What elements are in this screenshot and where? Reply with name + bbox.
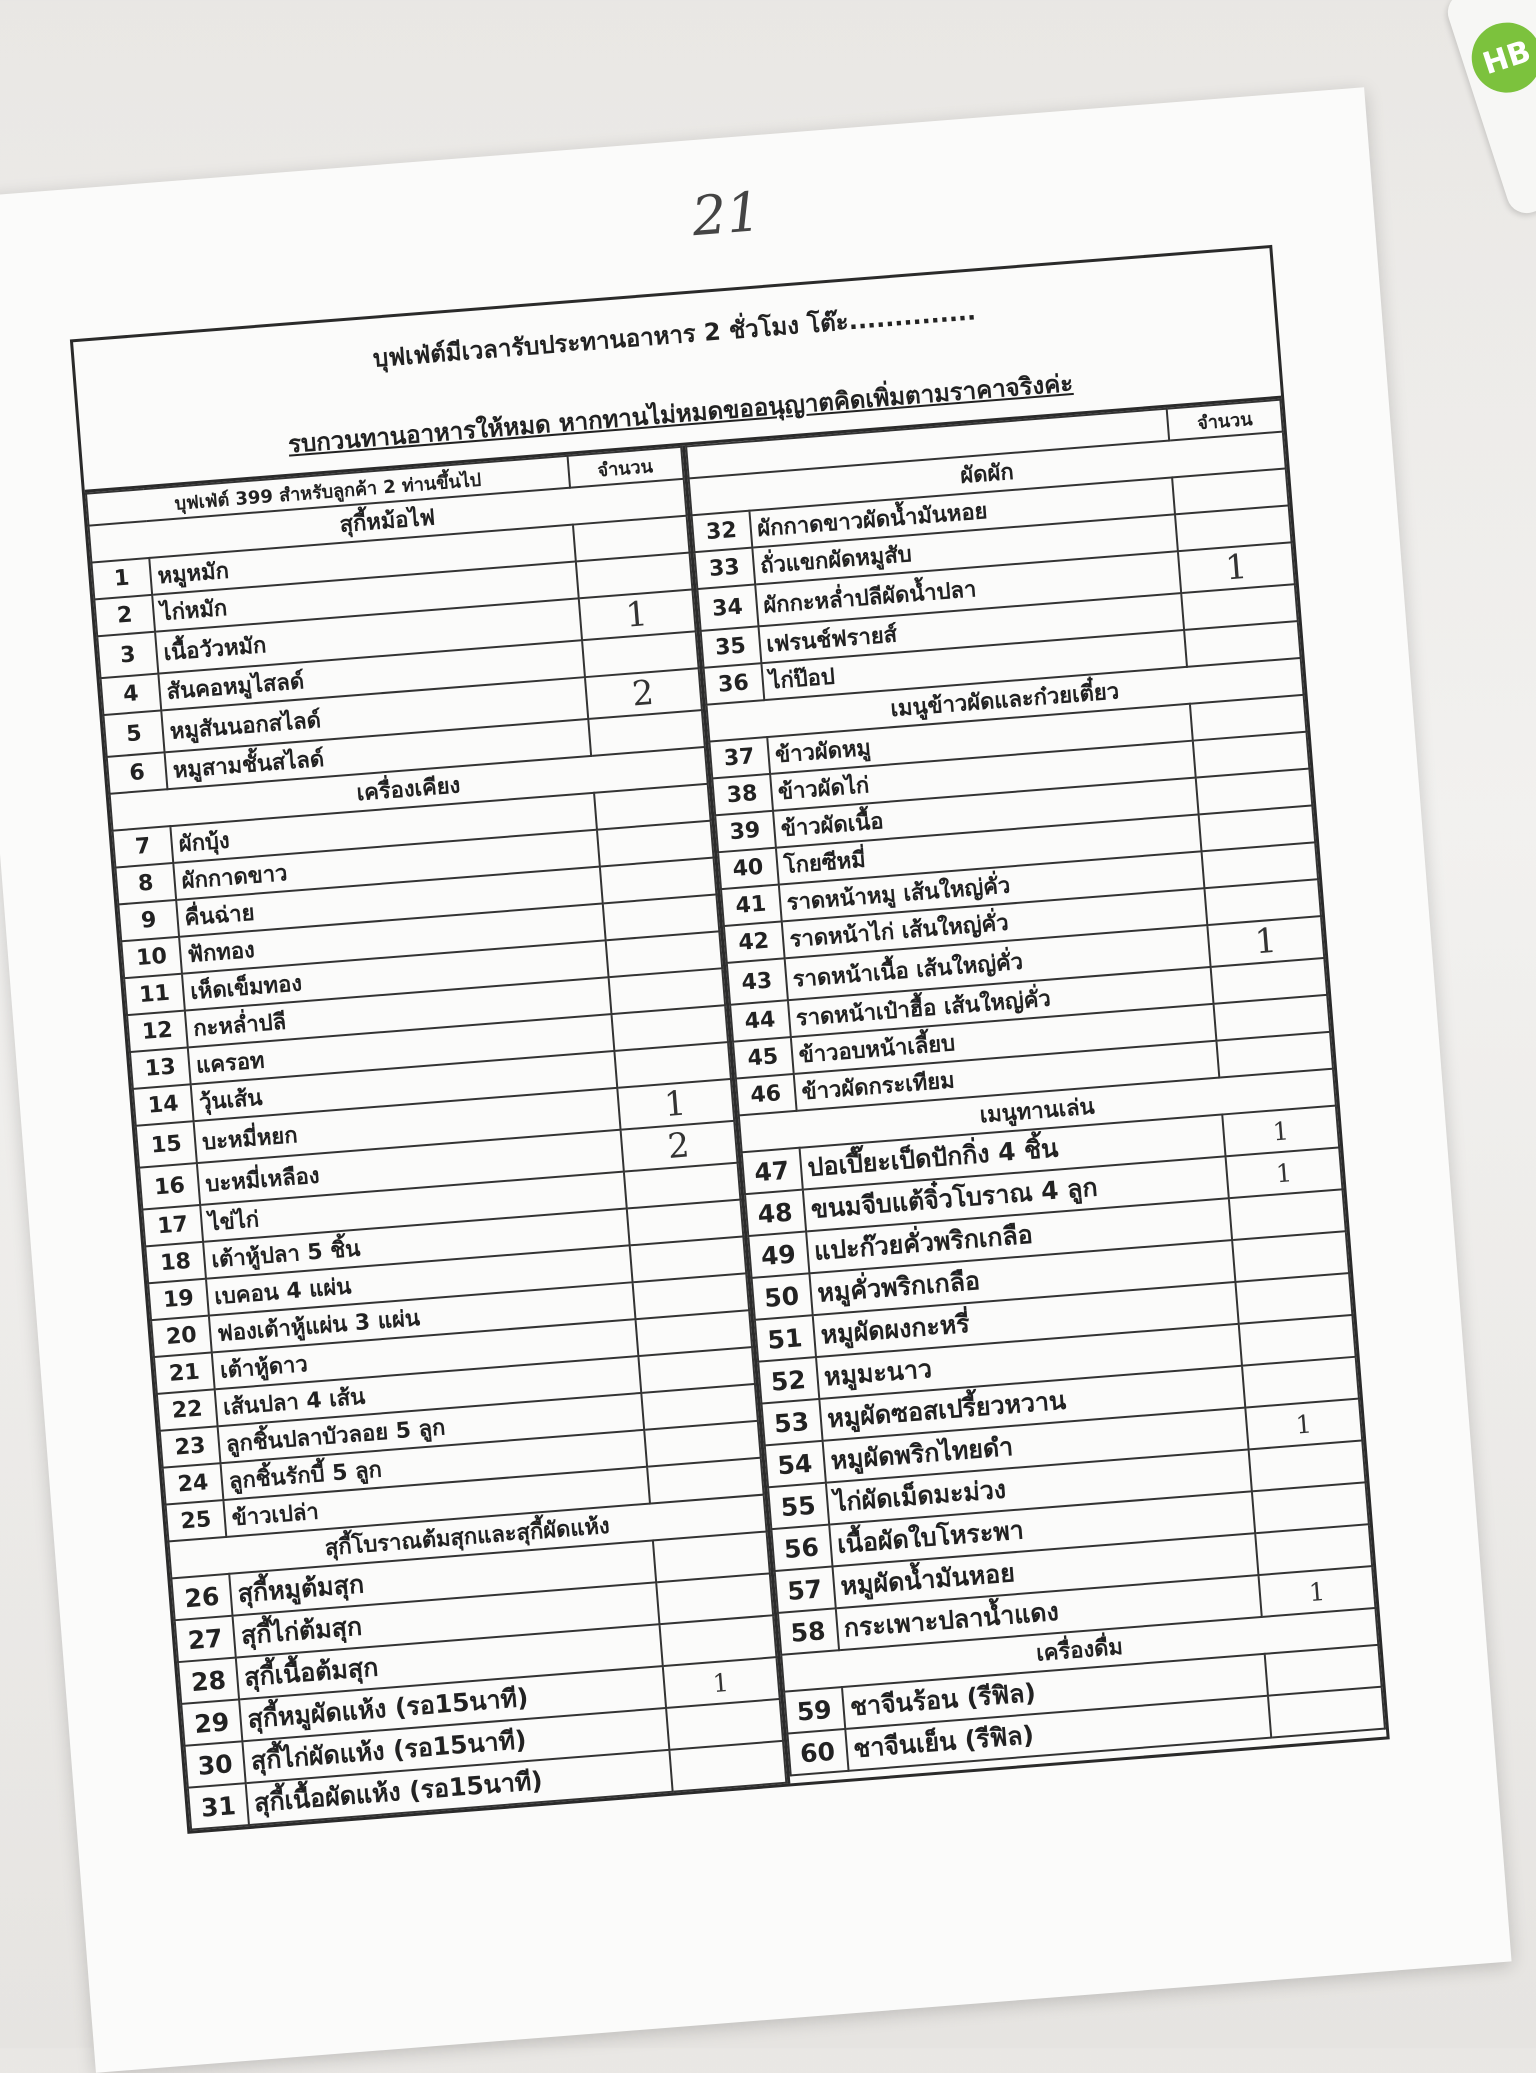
item-name: หมูผัดผงกะหรี่ bbox=[812, 1282, 1238, 1357]
item-name: ไก่ป๊อป bbox=[761, 630, 1187, 700]
item-name: สุกี้ไก่ต้มสุก bbox=[232, 1582, 658, 1657]
item-number: 40 bbox=[718, 848, 779, 889]
item-number: 37 bbox=[709, 737, 770, 778]
item-number: 16 bbox=[139, 1163, 200, 1209]
item-number: 19 bbox=[148, 1279, 209, 1320]
item-number: 56 bbox=[771, 1525, 832, 1571]
section-title: เครื่องเคียง bbox=[110, 747, 708, 831]
item-name: เบคอน 4 แผ่น bbox=[206, 1245, 632, 1315]
item-name: คื่นฉ่าย bbox=[176, 867, 602, 937]
item-number: 28 bbox=[178, 1658, 239, 1704]
item-name: ผักบุ้ง bbox=[170, 793, 596, 863]
item-name: หมูหมัก bbox=[149, 525, 575, 595]
item-name: แครอท bbox=[188, 1014, 614, 1084]
section-title: เครื่องดื่ม bbox=[781, 1608, 1379, 1692]
item-name: สุกี้เนื้อต้มสุก bbox=[236, 1624, 662, 1699]
item-number: 33 bbox=[694, 548, 755, 589]
item-number: 25 bbox=[166, 1500, 227, 1541]
item-name: เนื้อวัวหมัก bbox=[155, 598, 581, 673]
item-number: 29 bbox=[181, 1699, 242, 1745]
item-number: 27 bbox=[175, 1616, 236, 1662]
item-number: 49 bbox=[748, 1232, 809, 1278]
item-number: 53 bbox=[761, 1399, 822, 1445]
item-number: 3 bbox=[97, 632, 158, 678]
item-name: ราดหน้าไก่ เส้นใหญ่คั่ว bbox=[781, 888, 1207, 958]
item-number: 47 bbox=[741, 1148, 802, 1194]
item-name: ข้าวผัดไก่ bbox=[770, 741, 1196, 811]
section-title: สุกี้โบราณต้มสุกและสุกี้ผัดแห้ง bbox=[168, 1495, 766, 1579]
item-name: ชาจีนเย็น (รีฟิล) bbox=[845, 1696, 1271, 1771]
item-name: หมูผัดพริกไทยดำ bbox=[822, 1408, 1248, 1483]
item-number: 5 bbox=[103, 710, 164, 756]
item-name: สุกี้หมูต้มสุก bbox=[229, 1541, 655, 1616]
item-number: 8 bbox=[115, 863, 176, 904]
item-name: ผักกาดขาว bbox=[173, 830, 599, 900]
item-name: บะหมี่หยก bbox=[194, 1088, 620, 1163]
item-name: สุกี้ไก่ผัดแห้ง (รอ15นาที) bbox=[242, 1708, 668, 1783]
buffet-label: บุฟเฟ่ต์ 399 สำหรับลูกค้า 2 ท่านขึ้นไป bbox=[86, 456, 570, 526]
item-name: ไก่หมัก bbox=[152, 562, 578, 632]
item-number: 57 bbox=[774, 1566, 835, 1612]
item-number: 4 bbox=[101, 674, 162, 715]
item-number: 39 bbox=[715, 811, 776, 852]
item-name: หมูมะนาว bbox=[816, 1324, 1242, 1399]
item-number: 48 bbox=[745, 1190, 806, 1236]
item-qty[interactable]: 1 bbox=[1258, 1566, 1375, 1617]
item-number: 44 bbox=[730, 1000, 791, 1041]
qty-header: จำนวน bbox=[567, 447, 683, 488]
item-number: 60 bbox=[787, 1729, 848, 1775]
item-name: สันคอหมูไสลด์ bbox=[158, 640, 584, 710]
item-name: วุ้นเส้น bbox=[191, 1051, 617, 1121]
left-menu-table bbox=[85, 446, 787, 1831]
time-limit-notice: บุฟเฟ่ต์มีเวลารับประทานอาหาร 2 ชั่วโมง โต๊ะ.............. bbox=[371, 297, 977, 373]
item-name: ข้าวผัดเนื้อ bbox=[773, 778, 1199, 848]
item-number: 31 bbox=[188, 1783, 249, 1829]
item-name: ลูกชิ้นรักบี้ 5 ลูก bbox=[220, 1430, 646, 1500]
item-number: 59 bbox=[784, 1687, 845, 1733]
item-number: 24 bbox=[163, 1463, 224, 1504]
marker-pen bbox=[1443, 0, 1536, 218]
item-qty[interactable] bbox=[1268, 1687, 1385, 1738]
item-name: กระเพาะปลาน้ำแดง bbox=[835, 1575, 1261, 1650]
item-number: 15 bbox=[136, 1121, 197, 1167]
leftover-notice: รบกวนทานอาหารให้หมด หากทานไม่หมดขออนุญาตคิดเพิ่มตามราคาจริงค่ะ bbox=[287, 368, 1075, 459]
item-number: 42 bbox=[723, 921, 784, 962]
item-name: หมูสันนอกสไลด์ bbox=[161, 677, 587, 752]
item-qty[interactable]: 1 bbox=[1245, 1399, 1362, 1450]
item-number: 32 bbox=[691, 511, 752, 552]
item-name: ข้าวผัดกระเทียม bbox=[793, 1041, 1219, 1111]
item-number: 46 bbox=[735, 1074, 796, 1115]
qty-header-right: จำนวน bbox=[1167, 400, 1283, 441]
item-name: ราดหน้าเป๋าฮื้อ เส้นใหญ่คั่ว bbox=[787, 967, 1213, 1037]
item-number: 34 bbox=[697, 585, 758, 631]
item-qty[interactable]: 1 bbox=[1207, 916, 1324, 967]
item-name: หมูคั่วพริกเกลือ bbox=[809, 1240, 1235, 1315]
item-name: สุกี้หมูผัดแห้ง (รอ15นาที) bbox=[239, 1666, 665, 1741]
right-menu-table bbox=[685, 399, 1386, 1777]
left-column bbox=[85, 446, 790, 1831]
item-qty[interactable]: 1 bbox=[1222, 1106, 1339, 1157]
item-number: 38 bbox=[712, 774, 773, 815]
item-name: ฟองเต้าหู้แผ่น 3 แผ่น bbox=[209, 1282, 635, 1352]
item-number: 17 bbox=[142, 1205, 203, 1246]
item-name: ข้าวเปล่า bbox=[223, 1467, 649, 1537]
item-qty[interactable]: 2 bbox=[620, 1121, 737, 1172]
item-name: ไก่ผัดเม็ดมะม่วง bbox=[825, 1449, 1251, 1524]
item-number: 26 bbox=[171, 1574, 232, 1620]
item-qty[interactable]: 1 bbox=[578, 589, 695, 640]
item-number: 36 bbox=[703, 663, 764, 704]
item-number: 10 bbox=[121, 937, 182, 978]
right-column bbox=[685, 399, 1387, 1784]
order-sheet bbox=[0, 87, 1512, 2073]
item-name: ผักกาดขาวผัดน้ำมันหอย bbox=[749, 477, 1175, 547]
item-name: เส้นปลา 4 เส้น bbox=[215, 1356, 641, 1426]
handwritten-table-number: 21 bbox=[689, 180, 764, 249]
item-name: ฟักทอง bbox=[179, 903, 605, 973]
item-number: 52 bbox=[758, 1357, 819, 1403]
section-title: เมนูทานเล่น bbox=[738, 1069, 1336, 1153]
item-name: ลูกชิ้นปลาบัวลอย 5 ลูก bbox=[218, 1393, 644, 1463]
item-number: 20 bbox=[151, 1316, 212, 1357]
item-number: 23 bbox=[160, 1426, 221, 1467]
item-name: ข้าวอบหน้าเลี้ยบ bbox=[790, 1004, 1216, 1074]
item-name: เนื้อผัดใบโหระพา bbox=[829, 1491, 1255, 1566]
item-number: 50 bbox=[751, 1273, 812, 1319]
item-number: 11 bbox=[124, 974, 185, 1015]
item-number: 9 bbox=[118, 900, 179, 941]
item-qty[interactable]: 2 bbox=[584, 668, 701, 719]
item-number: 14 bbox=[133, 1084, 194, 1125]
item-name: ขนมจีบแต้จิ๋วโบราณ 4 ลูก bbox=[802, 1156, 1228, 1231]
item-name: ราดหน้าเนื้อ เส้นใหญ่คั่ว bbox=[784, 925, 1210, 1000]
item-name: เฟรนช์ฟรายส์ bbox=[758, 593, 1184, 663]
item-number: 13 bbox=[130, 1047, 191, 1088]
item-name: ผักกะหล่ำปลีผัดน้ำปลา bbox=[755, 551, 1181, 626]
item-number: 6 bbox=[107, 752, 168, 793]
item-number: 18 bbox=[145, 1242, 206, 1283]
item-name: หมูผัดซอสเปรี้ยวหวาน bbox=[819, 1366, 1245, 1441]
item-number: 30 bbox=[185, 1741, 246, 1787]
item-name: ราดหน้าหมู เส้นใหญ่คั่ว bbox=[778, 851, 1204, 921]
item-number: 55 bbox=[768, 1483, 829, 1529]
item-name: กะหล่ำปลี bbox=[185, 977, 611, 1047]
item-name: ข้าวผัดหมู bbox=[767, 704, 1193, 774]
item-name: ไข่ไก่ bbox=[200, 1172, 626, 1242]
item-number: 43 bbox=[726, 958, 787, 1004]
item-name: แปะก๊วยคั่วพริกเกลือ bbox=[806, 1198, 1232, 1273]
item-number: 54 bbox=[764, 1441, 825, 1487]
item-number: 22 bbox=[157, 1389, 218, 1430]
order-form bbox=[70, 245, 1390, 1834]
item-number: 35 bbox=[700, 626, 761, 667]
item-name: หมูสามชั้นสไลด์ bbox=[165, 719, 591, 789]
item-qty[interactable] bbox=[669, 1741, 786, 1792]
item-name: โกยซีหมี่ bbox=[775, 814, 1201, 884]
item-number: 45 bbox=[733, 1037, 794, 1078]
item-name: ถั่วแขกผัดหมูสับ bbox=[752, 514, 1178, 584]
marker-cap-logo: HB bbox=[1463, 13, 1536, 101]
item-name: ปอเปี๊ยะเป็ดปักกิ่ง 4 ชิ้น bbox=[799, 1114, 1225, 1189]
item-number: 1 bbox=[91, 558, 152, 599]
item-qty[interactable]: 1 bbox=[1178, 542, 1295, 593]
section-title: เมนูข้าวผัดและก๋วยเตี๋ยว bbox=[706, 658, 1304, 742]
item-name: เห็ดเข็มทอง bbox=[182, 940, 608, 1010]
item-qty[interactable]: 1 bbox=[1226, 1147, 1343, 1198]
section-title: ผัดผัก bbox=[688, 432, 1286, 516]
item-number: 21 bbox=[154, 1352, 215, 1393]
section-title: สุกี้หม้อไฟ bbox=[89, 479, 687, 563]
item-number: 12 bbox=[127, 1011, 188, 1052]
item-name: บะหมี่เหลือง bbox=[197, 1130, 623, 1205]
item-number: 58 bbox=[777, 1608, 838, 1654]
item-number: 2 bbox=[94, 595, 155, 636]
item-qty[interactable]: 1 bbox=[662, 1657, 779, 1708]
item-name: ชาจีนร้อน (รีฟิล) bbox=[841, 1654, 1267, 1729]
item-number: 7 bbox=[113, 826, 174, 867]
item-number: 51 bbox=[754, 1315, 815, 1361]
item-qty[interactable]: 1 bbox=[617, 1079, 734, 1130]
item-number: 41 bbox=[720, 885, 781, 926]
item-name: สุกี้เนื้อผัดแห้ง (รอ15นาที) bbox=[246, 1750, 672, 1825]
item-name: หมูผัดน้ำมันหอย bbox=[832, 1533, 1258, 1608]
item-name: เต้าหู้ปลา 5 ชิ้น bbox=[203, 1209, 629, 1279]
item-name: เต้าหู้ดาว bbox=[212, 1319, 638, 1389]
